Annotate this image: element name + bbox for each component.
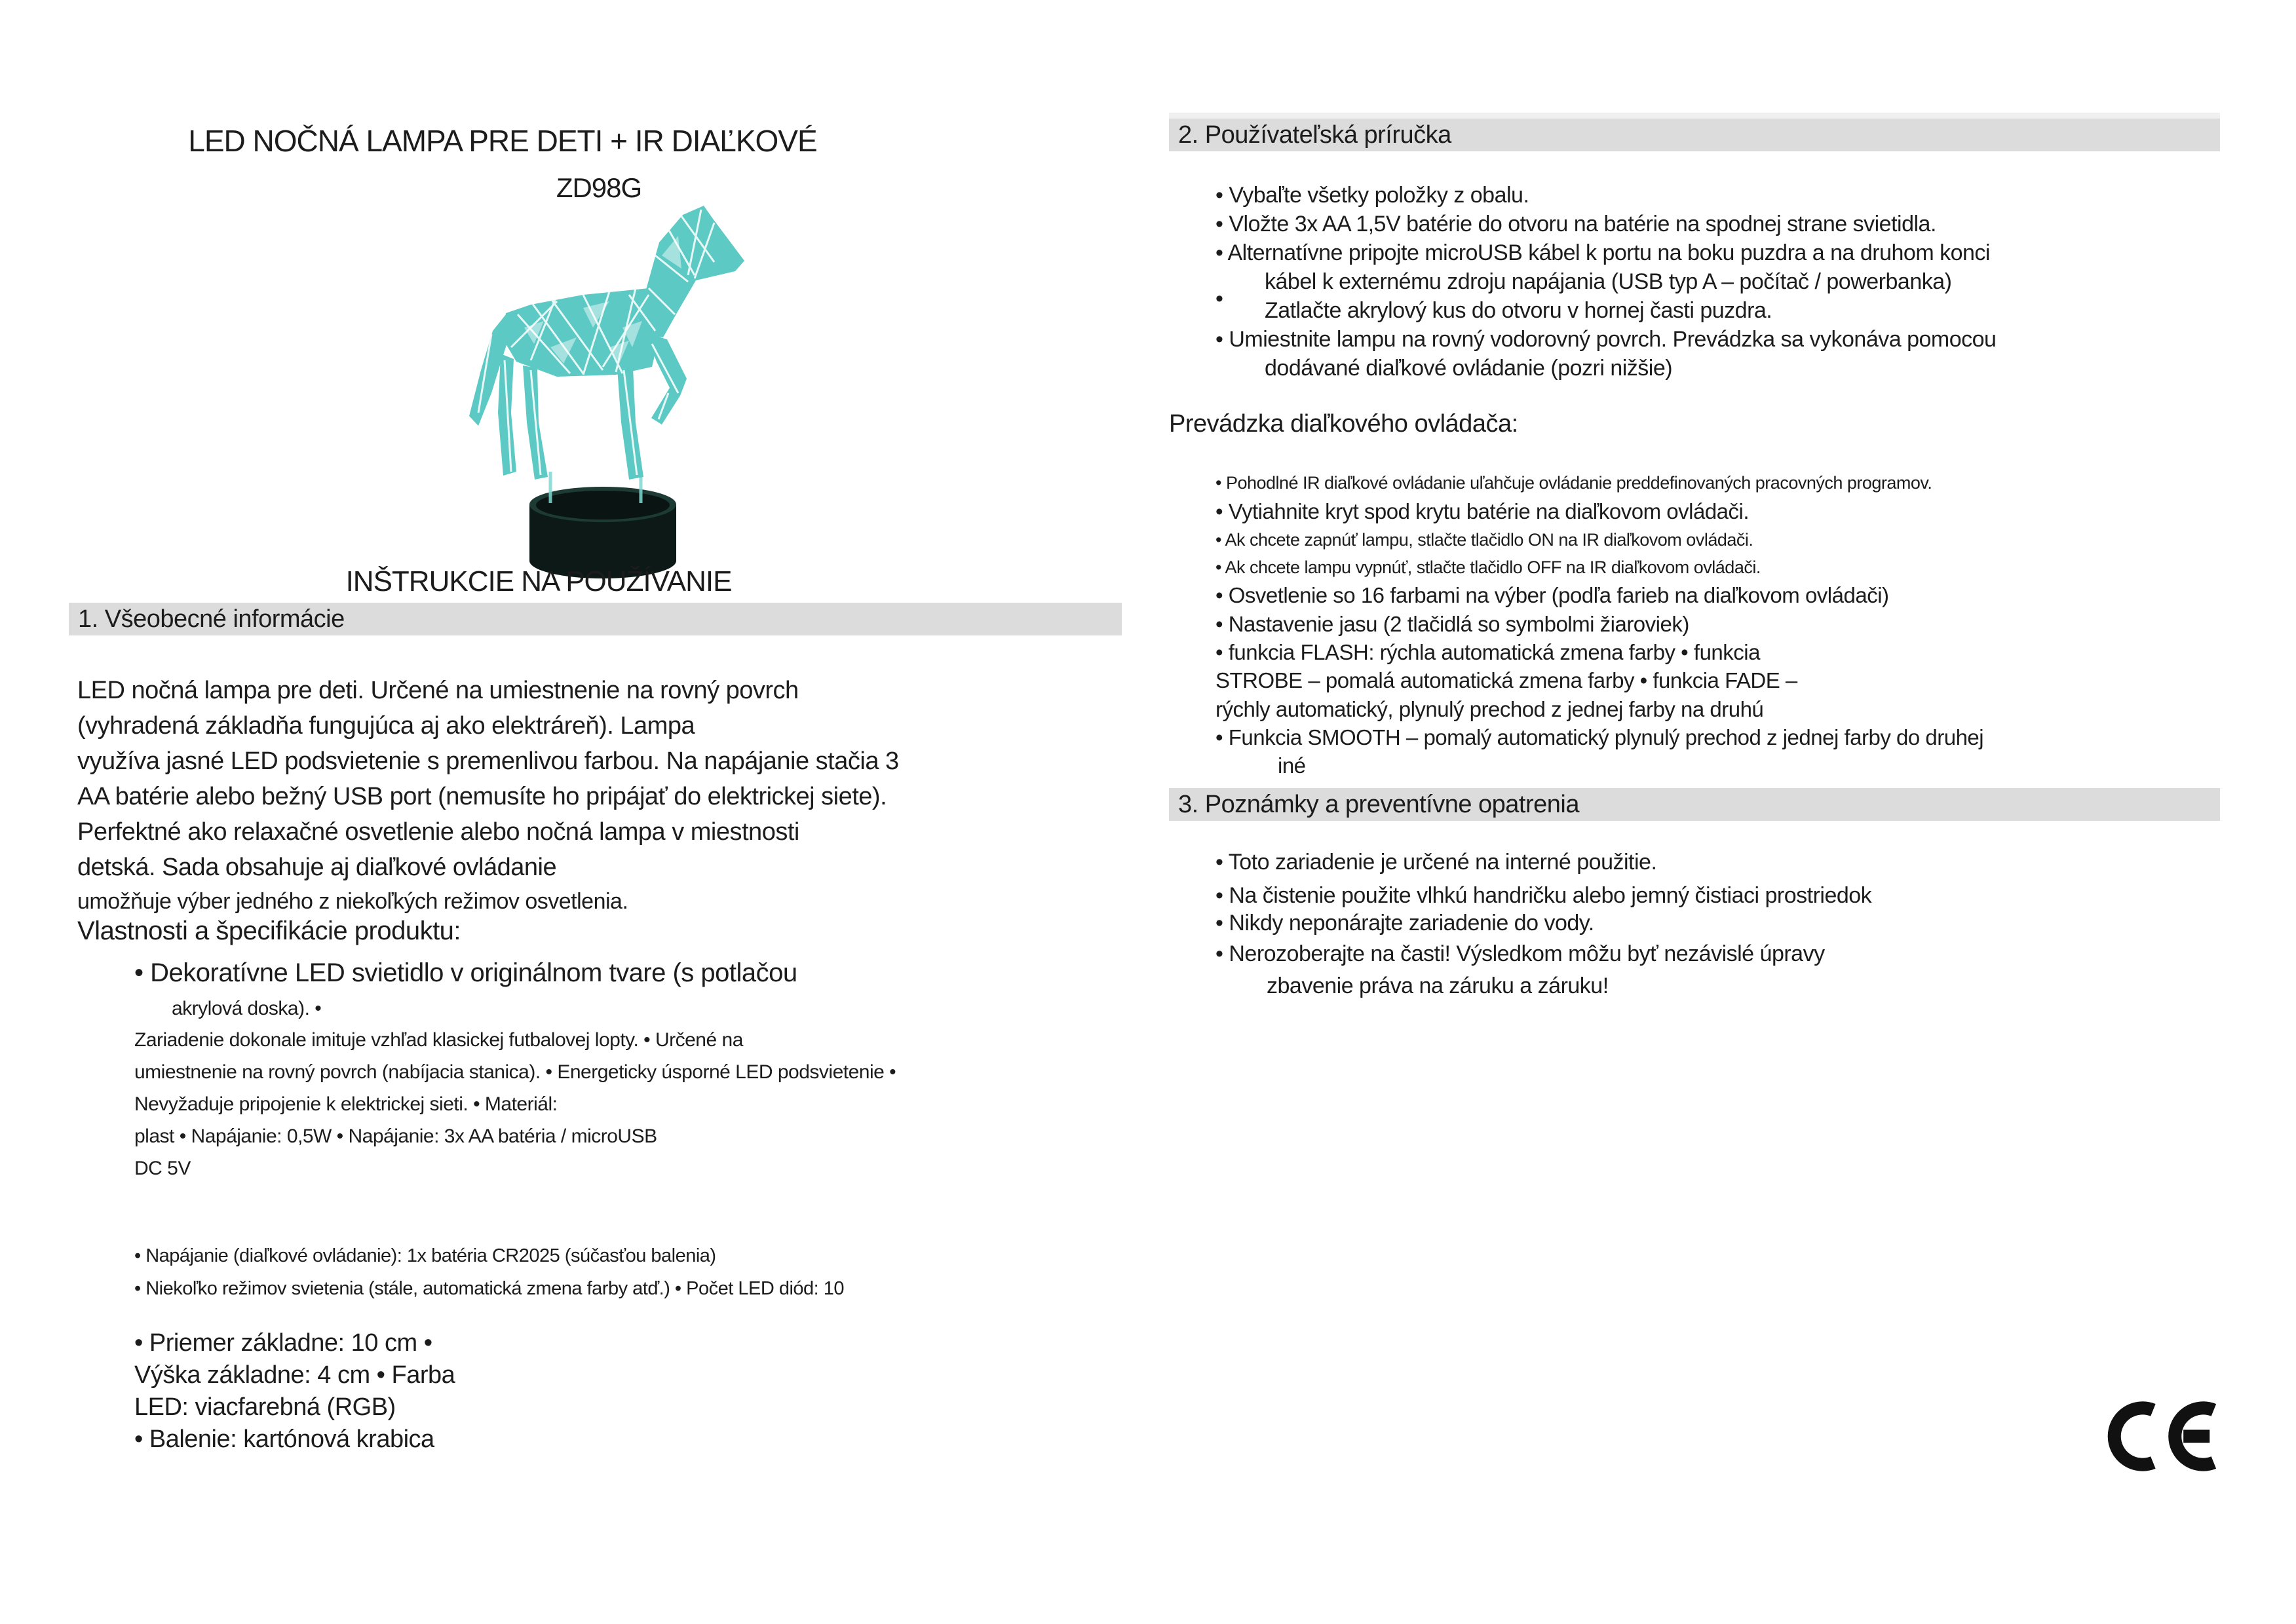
remote-note-line: • Funkcia SMOOTH – pomalý automatický plynulý prechod z jednej farby do druhej — [1215, 725, 1984, 749]
paragraph-line: LED nočná lampa pre deti. Určené na umiestnenie na rovný povrch — [77, 677, 799, 704]
step-line: Zatlačte akrylový kus do otvoru v hornej časti puzdra. — [1265, 298, 1772, 323]
page-title-model: ZD98G — [556, 172, 642, 203]
feature-line: akrylová doska). • — [172, 998, 322, 1019]
paragraph-line: umožňuje výber jedného z niekoľkých režimov osvetlenia. — [77, 889, 628, 914]
step-line: • Vybaľte všetky položky z obalu. — [1215, 183, 1529, 208]
dimension-line: • Balenie: kartónová krabica — [134, 1426, 434, 1453]
feature-line: plast • Napájanie: 0,5W • Napájanie: 3x AA batéria / microUSB — [134, 1125, 657, 1147]
paragraph-line: (vyhradená základňa fungujúca aj ako elektráreň). Lampa — [77, 712, 695, 740]
features-heading: Vlastnosti a špecifikácie produktu: — [77, 916, 461, 945]
step-line: kábel k externému zdroju napájania (USB typ A – počítač / powerbanka) — [1265, 269, 1952, 294]
section3-header-bar — [1169, 788, 2220, 821]
remote-heading: Prevádzka diaľkového ovládača: — [1169, 410, 1518, 438]
step-line: • Umiestnite lampu na rovný vodorovný povrch. Prevádzka sa vykonáva pomocou — [1215, 327, 1997, 352]
remote-note-line: • Osvetlenie so 16 farbami na výber (podľa farieb na diaľkovom ovládači) — [1215, 583, 1889, 607]
remote-note-line: • Ak chcete lampu vypnúť, stlačte tlačidlo OFF na IR diaľkovom ovládači. — [1215, 557, 1761, 577]
feature-line: Nevyžaduje pripojenie k elektrickej sieti. • Materiál: — [134, 1093, 558, 1115]
usage-heading: INŠTRUKCIE NA POUŽÍVANIE — [345, 565, 732, 597]
section2-header-bar — [1169, 119, 2220, 151]
dimension-line: Výška základne: 4 cm • Farba — [134, 1361, 455, 1389]
remote-note-line: • funkcia FLASH: rýchla automatická zmena farby • funkcia — [1215, 640, 1760, 664]
note-line: • Nerozoberajte na časti! Výsledkom môžu byť nezávislé úpravy — [1215, 941, 1825, 966]
remote-note-line: iné — [1278, 753, 1306, 778]
dimension-line: • Priemer základne: 10 cm • — [134, 1329, 432, 1357]
remote-note-line: rýchly automatický, plynulý prechod z jednej farby na druhú — [1215, 697, 1764, 721]
note-line: • Na čistenie použite vlhkú handričku alebo jemný čistiaci prostriedok — [1215, 883, 1872, 908]
section3-header: 3. Poznámky a preventívne opatrenia — [1178, 790, 1579, 818]
remote-note-line: STROBE – pomalá automatická zmena farby • funkcia FADE – — [1215, 668, 1797, 692]
horse-figure — [469, 206, 744, 480]
remote-note-line: • Vytiahnite kryt spod krytu batérie na diaľkovom ovládači. — [1215, 499, 1750, 523]
section1-header-bar — [69, 603, 1122, 635]
section1-header: 1. Všeobecné informácie — [78, 605, 345, 633]
step-line: • Vložte 3x AA 1,5V batérie do otvoru na batérie na spodnej strane svietidla. — [1215, 212, 1936, 236]
power-note-line: • Napájanie (diaľkové ovládanie): 1x batéria CR2025 (súčasťou balenia) — [134, 1245, 716, 1266]
section2-header-strip — [1169, 113, 2220, 119]
paragraph-line: Perfektné ako relaxačné osvetlenie alebo nočná lampa v miestnosti — [77, 818, 799, 846]
note-line: • Nikdy neponárajte zariadenie do vody. — [1215, 911, 1594, 935]
remote-note-line: • Pohodlné IR diaľkové ovládanie uľahčuje ovládanie preddefinovaných pracovných programov. — [1215, 473, 1932, 493]
dimension-line: LED: viacfarebná (RGB) — [134, 1393, 396, 1421]
page-title: LED NOČNÁ LAMPA PRE DETI + IR DIAĽKOVÉ — [188, 124, 817, 158]
feature-line: umiestnenie na rovný povrch (nabíjacia stanica). • Energeticky úsporné LED podsvietenie • — [134, 1061, 896, 1083]
note-line: zbavenie práva na záruku a záruku! — [1267, 973, 1609, 998]
step-line: dodávané diaľkové ovládanie (pozri nižšie) — [1265, 356, 1673, 381]
product-photo-horse-lamp — [452, 197, 754, 583]
feature-line: DC 5V — [134, 1158, 191, 1179]
note-line: • Toto zariadenie je určené na interné použitie. — [1215, 850, 1657, 875]
power-note-line: • Niekoľko režimov svietenia (stále, automatická zmena farby atď.) • Počet LED diód: 10 — [134, 1278, 845, 1299]
step-bullet: • — [1215, 286, 1223, 311]
feature-line: Zariadenie dokonale imituje vzhľad klasickej futbalovej lopty. • Určené na — [134, 1029, 743, 1051]
feature-line: • Dekoratívne LED svietidlo v originálnom tvare (s potlačou — [134, 958, 797, 987]
step-line: • Alternatívne pripojte microUSB kábel k portu na boku puzdra a na druhom konci — [1215, 240, 1990, 265]
remote-note-line: • Nastavenie jasu (2 tlačidlá so symbolmi žiaroviek) — [1215, 612, 1689, 636]
paragraph-line: AA batérie alebo bežný USB port (nemusíte ho pripájať do elektrickej siete). — [77, 783, 887, 810]
section2-header: 2. Používateľská príručka — [1178, 121, 1451, 149]
ce-mark-icon — [2107, 1395, 2228, 1477]
paragraph-line: detská. Sada obsahuje aj diaľkové ovládanie — [77, 854, 557, 881]
paragraph-line: využíva jasné LED podsvietenie s premenlivou farbou. Na napájanie stačia 3 — [77, 747, 899, 775]
remote-note-line: • Ak chcete zapnúť lampu, stlačte tlačidlo ON na IR diaľkovom ovládači. — [1215, 530, 1753, 550]
